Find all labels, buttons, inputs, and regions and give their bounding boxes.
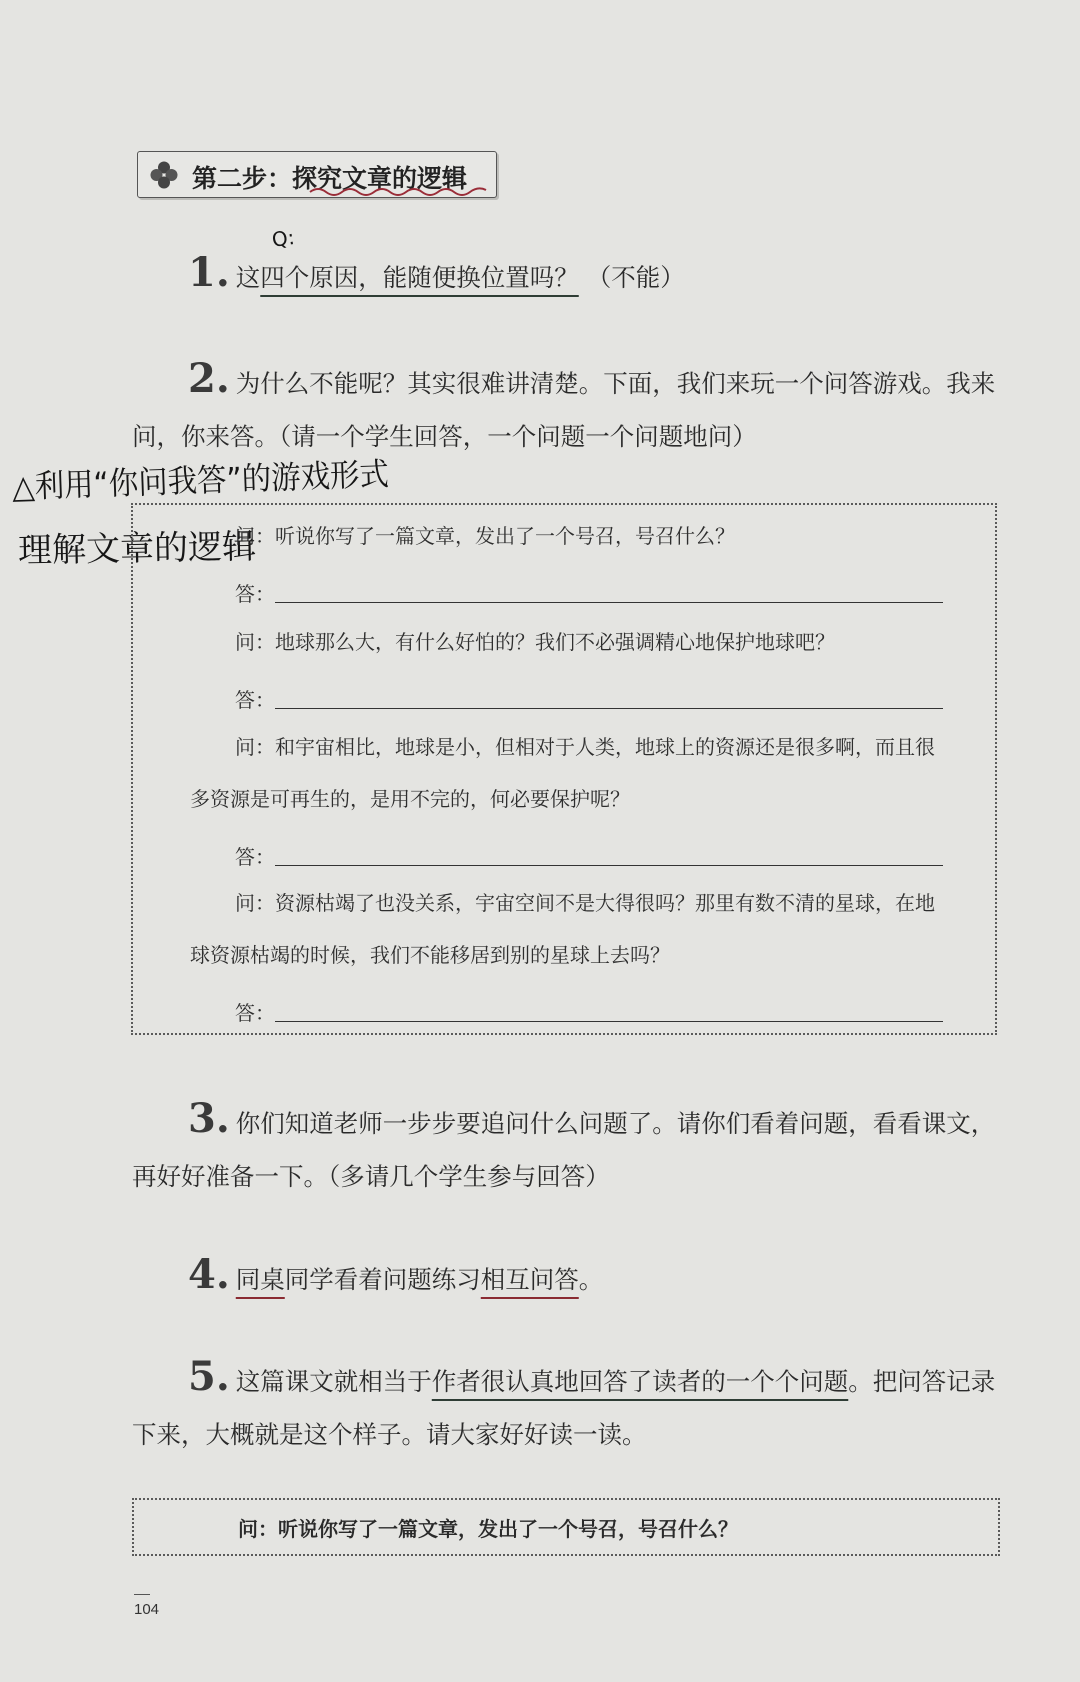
question-5: [132, 1350, 1000, 1461]
question-1: [132, 246, 1000, 304]
qa-question-text: 问：听说你写了一篇文章，发出了一个号召，号召什么？: [235, 524, 735, 548]
step-title: 第二步：探究文章的逻辑: [192, 164, 468, 193]
clover-icon: [150, 161, 178, 189]
qa-question-text: 问：资源枯竭了也没关系，宇宙空间不是大得很吗？那里有数不清的星球，在地球资源枯竭的时候，我们不能移居到别的星球上去吗？: [190, 891, 935, 967]
question-text: 为什么不能呢？其实很难讲清楚。下面，我们来玩一个问答游戏。我来问，你来答。（请一个学生回答，一个问题一个问题地问）: [132, 369, 996, 451]
answer-label: 答：: [235, 582, 275, 606]
page-number-rule: [134, 1594, 150, 1595]
question-text: 这篇课文就相当于: [235, 1367, 432, 1396]
answer-blank-line: [275, 865, 943, 866]
answer-blank-line: [275, 708, 943, 709]
answer-blank-line: [275, 1021, 943, 1022]
question-text-underlined: 同桌: [235, 1265, 285, 1294]
question-answer-note: （不能）: [586, 263, 685, 292]
page-number: 104: [134, 1601, 160, 1618]
step-header: [137, 151, 497, 198]
question-text: 同学看着问题练习: [284, 1265, 481, 1294]
question-text: 你们知道老师一步步要追问什么问题了。请你们看着问题，看看课文，再好好准备一下。（多请几个学生参与回答）: [132, 1109, 996, 1191]
qa-question-text: 问：地球那么大，有什么好怕的？我们不必强调精心地保护地球吧？: [235, 630, 835, 654]
answer-label: 答：: [235, 1001, 275, 1025]
answer-label: 答：: [235, 688, 275, 712]
qa-question-3: [190, 721, 950, 825]
question-text: 这: [235, 263, 261, 292]
answer-blank-line: [275, 602, 943, 603]
question-number: 5.: [188, 1353, 230, 1400]
handwritten-note-line-2: 理解文章的逻辑: [17, 526, 257, 571]
qa-question-4: [190, 877, 950, 981]
qa-question-text: 问：和宇宙相比，地球是小，但相对于人类，地球上的资源还是很多啊，而且很多资源是可再生的，是用不完的，何必要保护呢？: [190, 735, 935, 811]
question-2: [132, 352, 1000, 463]
question-text-underlined: 相互问答: [480, 1265, 579, 1294]
qa-question-1: [190, 510, 950, 562]
question-text-underlined: 四个原因，能随便换位置吗？: [260, 263, 579, 292]
question-number: 1.: [188, 249, 230, 296]
question-3: [132, 1092, 1000, 1203]
question-text: 。把问答记录下来，大概就是这个样子。请大家好好读一读。: [132, 1367, 996, 1449]
question-number: 4.: [188, 1251, 230, 1298]
question-text-underlined: 作者很认真地回答了读者的一个个问题: [431, 1367, 849, 1396]
bottom-qa-box: [132, 1498, 1000, 1556]
bottom-question-text: 问：听说你写了一篇文章，发出了一个号召，号召什么？: [238, 1517, 738, 1541]
handwritten-q-mark: Q:: [270, 224, 296, 252]
question-number: 2.: [188, 355, 230, 402]
red-wavy-underline: [308, 185, 488, 199]
answer-label: 答：: [235, 845, 275, 869]
handwritten-note-line-1: △利用“你问我答”的游戏形式: [11, 454, 390, 506]
question-text: 。: [578, 1265, 604, 1294]
qa-question-2: [190, 616, 950, 668]
question-number: 3.: [188, 1095, 230, 1142]
question-4: [132, 1248, 1000, 1306]
